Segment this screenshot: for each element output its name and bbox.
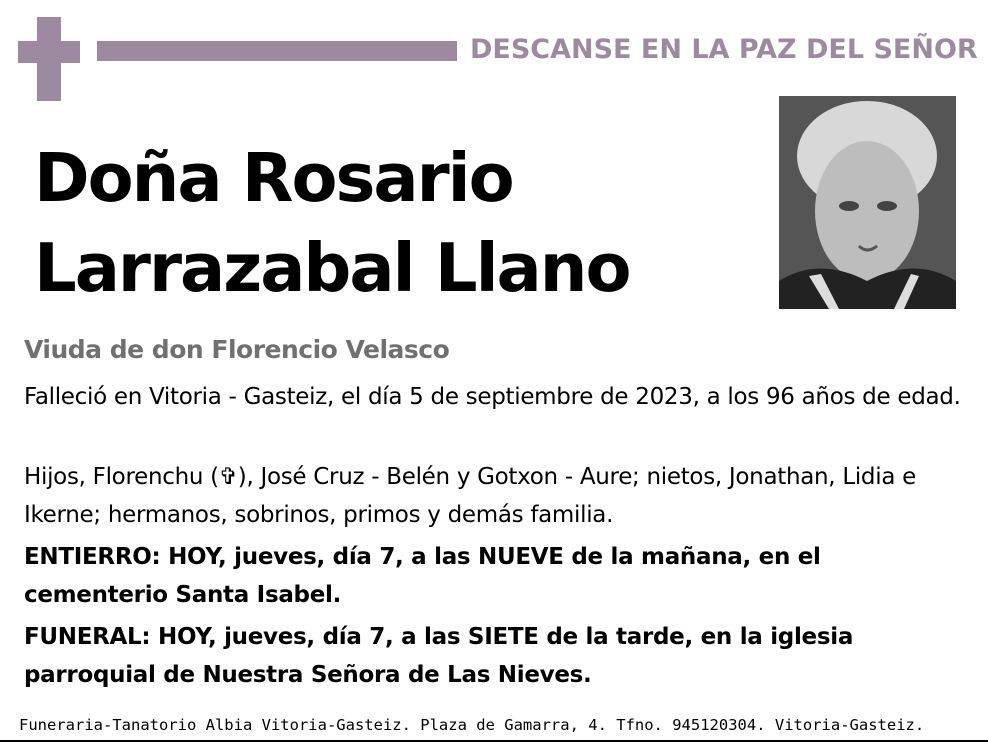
deceased-name: Doña Rosario Larrazabal Llano xyxy=(34,139,630,307)
bottom-divider xyxy=(0,740,988,742)
cross-horizontal-bar xyxy=(18,41,80,63)
family-list: Hijos, Florenchu (✞), José Cruz - Belén y Gotxon - Aure; nietos, Jonathan, Lidia e Ikerne; hermanos, sobrinos, primos y demás familia. xyxy=(24,464,916,528)
relation-line: Viuda de don Florencio Velasco xyxy=(24,335,450,364)
burial-info: ENTIERRO: HOY, jueves, día 7, a las NUEVE de la mañana, en el cementerio Santa Isabel. xyxy=(24,544,821,608)
funeral-info: FUNERAL: HOY, jueves, día 7, a las SIETE de la tarde, en la iglesia parroquial de Nuestra Señora de Las Nieves. xyxy=(24,624,854,688)
header-divider xyxy=(97,41,457,61)
funeral-home-footer: Funeraria-Tanatorio Albia Vitoria-Gasteiz. Plaza de Gamarra, 4. Tfno. 945120304. Vitoria-Gasteiz. xyxy=(19,716,925,734)
header-tagline: DESCANSE EN LA PAZ DEL SEÑOR xyxy=(470,34,978,65)
death-announcement: Falleció en Vitoria - Gasteiz, el día 5 de septiembre de 2023, a los 96 años de edad. xyxy=(24,384,961,410)
portrait-photo xyxy=(779,96,956,309)
